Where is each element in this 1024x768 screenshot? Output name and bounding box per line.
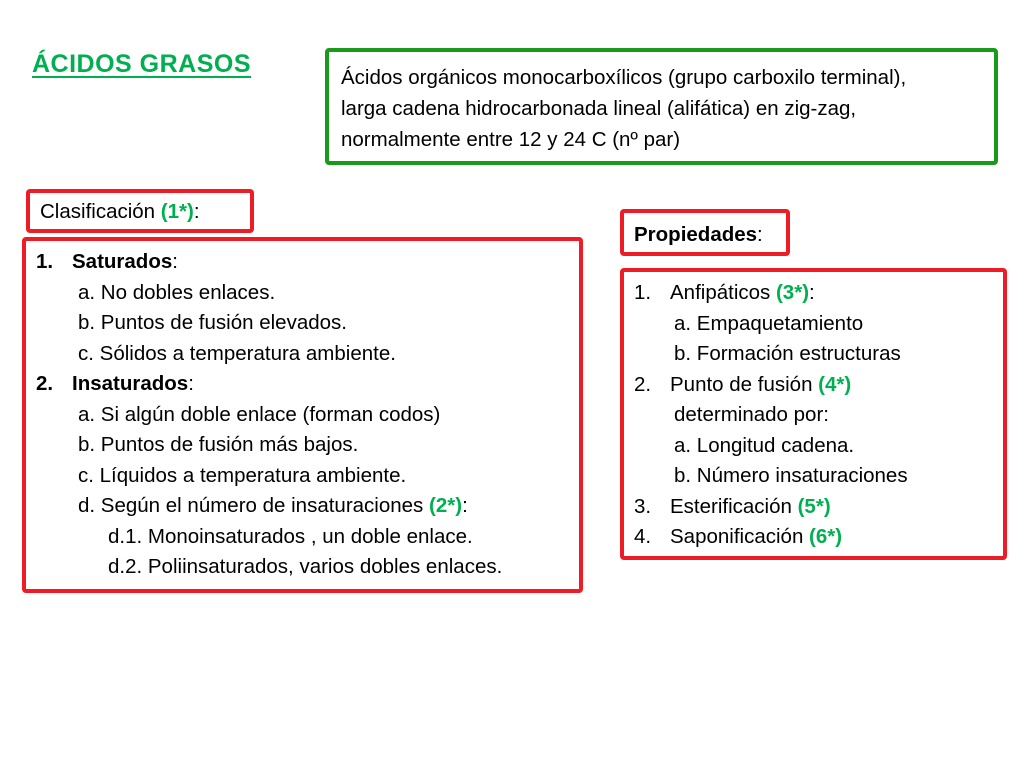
list-number: 3.	[634, 494, 652, 518]
property-ref: (3*)	[775, 281, 810, 304]
insaturados-label: Insaturados	[72, 372, 189, 395]
list-item: d.2. Poliinsaturados, varios dobles enlaces.	[108, 555, 503, 578]
property-ref: (4*)	[818, 372, 852, 396]
property-ref: (6*)	[809, 525, 843, 548]
clasificacion-list	[22, 237, 583, 593]
list-item: c. Sólidos a temperatura ambiente.	[78, 341, 396, 365]
clasificacion-colon: :	[193, 200, 200, 223]
list-item: a. No dobles enlaces.	[78, 280, 276, 304]
propiedades-colon: :	[757, 223, 763, 246]
property-label: Saponificación	[670, 525, 810, 548]
definition-line: Ácidos orgánicos monocarboxílicos (grupo carboxilo terminal),	[341, 66, 907, 89]
list-item: a. Empaquetamiento	[674, 311, 864, 335]
list-item: b. Número insaturaciones	[674, 464, 908, 487]
list-number: 4.	[634, 525, 652, 548]
property-label: Anfipáticos	[670, 281, 776, 304]
definition-line: normalmente entre 12 y 24 C (nº par)	[341, 128, 681, 151]
list-item-insaturados	[36, 369, 569, 400]
propiedades-list	[620, 268, 1007, 560]
list-item-saturados	[36, 247, 569, 278]
list-item: b. Puntos de fusión más bajos.	[78, 433, 359, 456]
definition-line: larga cadena hidrocarbonada lineal (alifática) en zig-zag,	[341, 97, 857, 120]
insaturaciones-colon: :	[462, 494, 468, 517]
list-item-anfipaticos	[634, 278, 993, 309]
list-item-saponificacion	[634, 522, 993, 553]
list-item: b. Formación estructuras	[674, 342, 901, 365]
property-ref: (5*)	[797, 494, 831, 518]
saturados-colon: :	[172, 250, 178, 273]
page-title: ÁCIDOS GRASOS	[32, 50, 252, 78]
list-item: determinado por:	[674, 403, 829, 426]
clasificacion-heading-box	[26, 189, 254, 233]
list-item-punto-fusion	[634, 370, 993, 401]
property-label: Esterificación	[670, 494, 798, 518]
list-item: b. Puntos de fusión elevados.	[78, 311, 347, 334]
list-number: 2.	[36, 372, 54, 395]
list-number: 1.	[36, 250, 54, 273]
insaturados-colon: :	[188, 372, 194, 395]
property-label: Punto de fusión	[670, 372, 819, 396]
saturados-label: Saturados	[72, 250, 173, 273]
list-item: a. Longitud cadena.	[674, 433, 855, 457]
clasificacion-heading: Clasificación	[40, 200, 156, 223]
list-number: 2.	[634, 372, 652, 396]
list-item: c. Líquidos a temperatura ambiente.	[78, 463, 407, 487]
definition-box	[325, 48, 998, 165]
insaturaciones-text: d. Según el número de insaturaciones	[78, 494, 430, 517]
propiedades-heading-box	[620, 209, 790, 256]
list-item: d.1. Monoinsaturados , un doble enlace.	[108, 524, 473, 548]
list-item: a. Si algún doble enlace (forman codos)	[78, 402, 441, 426]
property-suffix: :	[809, 281, 815, 304]
list-item	[36, 491, 569, 522]
list-item-esterificacion	[634, 492, 993, 523]
clasificacion-ref: (1*)	[160, 200, 194, 223]
insaturaciones-ref: (2*)	[429, 494, 463, 517]
list-number: 1.	[634, 281, 652, 304]
propiedades-heading: Propiedades	[634, 223, 758, 246]
